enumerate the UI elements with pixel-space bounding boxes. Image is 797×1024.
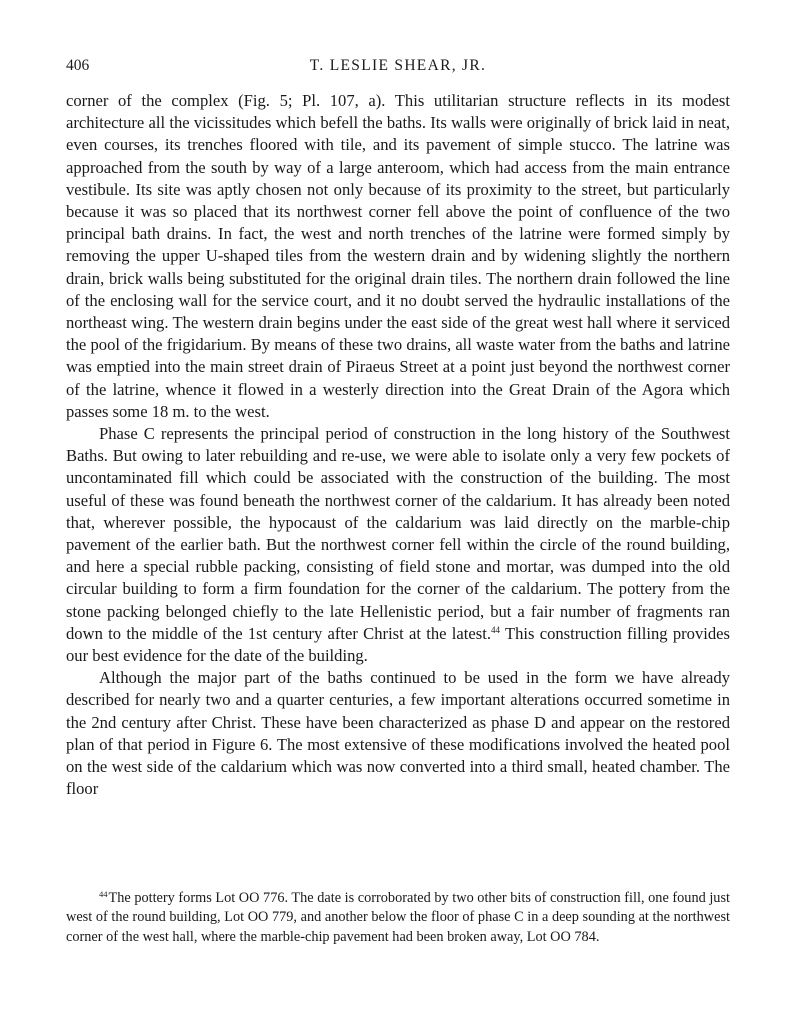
paragraph-2-continuation: This construction filling provides our best evidence for the date of the building. — [66, 623, 731, 666]
paragraph-2-text: Phase C represents the principal period of construction in the long history of the Southwest Baths. But owing to later rebuilding and re-use, we were able to isolate only a very few pockets of uncontaminated fill which could be associated with the construction of the building. The most useful of these was found beneath the northwest corner of the caldarium. It has already been noted that, wherever possible, the hypocaust of the caldarium was laid directly on the marble-chip pavement of the earlier bath. But the northwest corner fell within the circle of the round building, and here a special rubble packing, consisting of field stone and mortar, was dumped into the old circular building to form a firm foundation for the corner of the caldarium. The pottery from the stone packing belonged chiefly to the late Hellenistic period, but a fair number of fragments ran down to the middle of the 1st century after Christ at the latest. — [66, 424, 730, 643]
footnote-reference: 44 — [490, 624, 500, 635]
footnote-text: The pottery forms Lot OO 776. The date is corroborated by two other bits of construction fill, one found just west of the round building, Lot OO 779, and another below the floor of phase C in a deep sounding at the northwest corner of the west hall, where the marble-chip pavement had been broken away, Lot OO 784. — [66, 890, 730, 945]
paragraph-1: corner of the complex (Fig. 5; Pl. 107, a). This utilitarian structure reflects in its modest architecture all the vicissitudes which befell the baths. Its walls were originally of brick laid in neat, even courses, its trenches floored with tile, and its pavement of simple stucco. The latrine was approached from the south by way of a large anteroom, which had access from the main entrance vestibule. Its site was aptly chosen not only because of its proximity to the street, but particularly because it was so placed that its northwest corner fell above the point of confluence of the two principal bath drains. In fact, the west and north trenches of the latrine were formed simply by removing the upper U-shaped tiles from the western drain and by widening slightly the northern drain, brick walls being substituted for the original drain tiles. The northern drain followed the line of the enclosing wall for the service court, and it no doubt served the hydraulic installations of the northeast wing. The western drain begins under the east side of the great west hall where it serviced the pool of the frigidarium. By means of these two drains, all waste water from the baths and latrine was emptied into the main street drain of Piraeus Street at a point just beyond the northwest corner of the latrine, whence it flowed in a westerly direction into the Great Drain of the Agora which passes some 18 m. to the west. — [66, 91, 730, 421]
footnote-marker: 44 — [99, 889, 108, 899]
footnotes — [66, 889, 730, 947]
page-number: 406 — [66, 57, 90, 74]
footnote-44 — [66, 889, 730, 947]
paragraph-2 — [66, 423, 730, 667]
page-header — [66, 57, 730, 79]
paragraph-3: Although the major part of the baths continued to be used in the form we have already described for nearly two and a quarter centuries, a few important alterations occurred sometime in the 2nd century after Christ. These have been characterized as phase D and appear on the restored plan of that period in Figure 6. The most extensive of these modifications involved the heated pool on the west side of the caldarium which was now converted into a third small, heated chamber. The floor — [66, 668, 730, 799]
running-head: T. LESLIE SHEAR, JR. — [309, 57, 487, 74]
body-text — [66, 90, 730, 801]
